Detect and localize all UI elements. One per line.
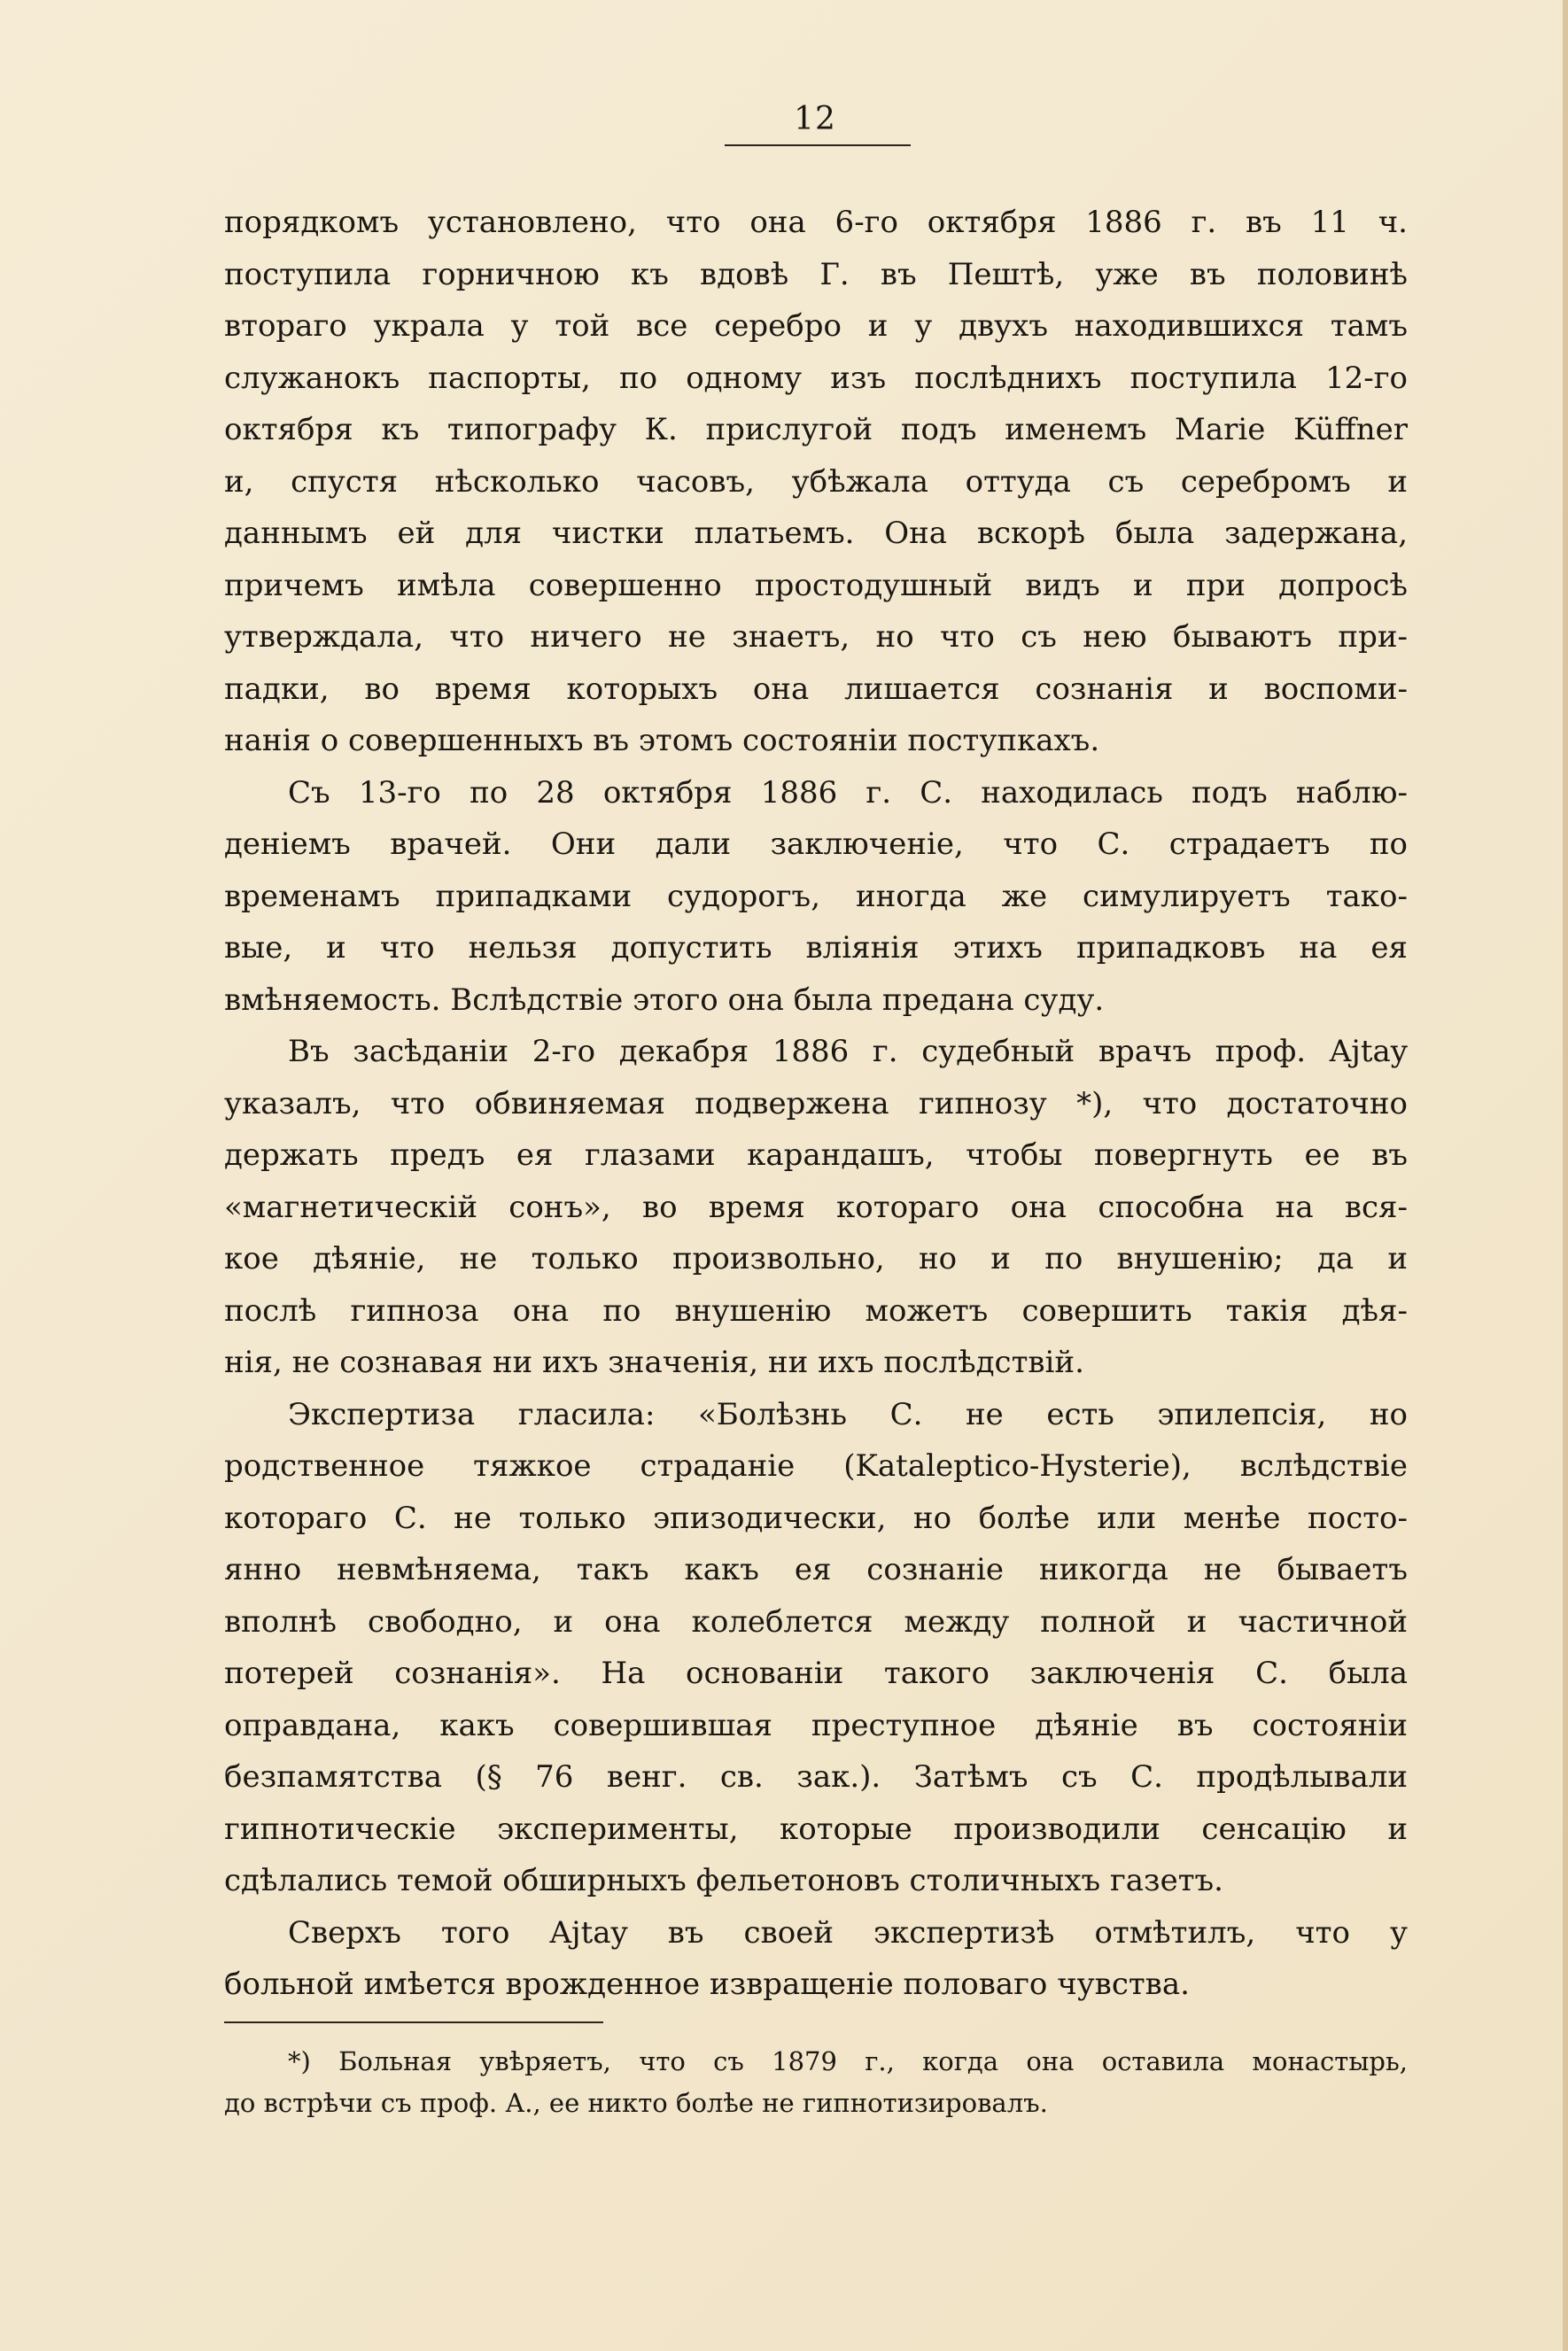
text-line: потерей сознанія». На основаніи такого заключенія С. была: [224, 1656, 1408, 1691]
text-line: падки, во время которыхъ она лишается сознанія и воспоми-: [224, 671, 1408, 707]
footnote-line: до встрѣчи съ проф. А., ее никто болѣе не гипнотизировалъ.: [224, 2088, 1048, 2118]
text-line: послѣ гипноза она по внушенію можетъ совершить такія дѣя-: [224, 1292, 1408, 1329]
text-line: октября къ типографу К. прислугой подъ именемъ Marie Küffner: [224, 412, 1408, 447]
text-line: указалъ, что обвиняемая подвержена гипнозу *), что достаточно: [224, 1085, 1408, 1121]
paragraph-2: [224, 767, 1408, 1027]
footnote: [224, 2041, 1408, 2124]
text-line: поступила горничною къ вдовѣ Г. въ Пештѣ, уже въ половинѣ: [224, 256, 1408, 292]
text-line: причемъ имѣла совершенно простодушный видъ и при допросѣ: [224, 567, 1408, 603]
footnote-rule: [224, 2021, 603, 2023]
text-line: служанокъ паспорты, по одному изъ послѣднихъ поступила 12-го: [224, 360, 1408, 396]
page-number-rule: [725, 144, 911, 146]
text-line: утверждала, что ничего не знаетъ, но что съ нею бываютъ при-: [224, 619, 1408, 655]
text-line: даннымъ ей для чистки платьемъ. Она вскорѣ была задержана,: [224, 516, 1408, 551]
text-line: нія, не сознавая ни ихъ значенія, ни ихъ послѣдствій.: [224, 1345, 1084, 1380]
text-line: «магнетическій сонъ», во время котораго она способна на вся-: [224, 1189, 1408, 1225]
text-line: втораго украла у той все серебро и у двухъ находившихся тамъ: [224, 308, 1408, 344]
paragraph-1: [224, 197, 1408, 767]
text-line: оправдана, какъ совершившая преступное дѣяніе въ состояніи: [224, 1707, 1408, 1743]
text-line: гипнотическіе эксперименты, которые производили сенсацію и: [224, 1811, 1408, 1847]
page-edge: [1563, 0, 1568, 2351]
text-line: вполнѣ свободно, и она колеблется между полной и частичной: [224, 1603, 1408, 1640]
text-line: вые, и что нельзя допустить вліянія этихъ припадковъ на ея: [224, 930, 1408, 966]
text-line: Сверхъ того Ajtay въ своей экспертизѣ отмѣтилъ, что у: [288, 1914, 1408, 1951]
text-line: деніемъ врачей. Они дали заключеніе, что С. страдаетъ по: [224, 826, 1408, 862]
text-line: Экспертиза гласила: «Болѣзнь С. не есть эпилепсія, но: [288, 1396, 1408, 1432]
text-line: Въ засѣданіи 2-го декабря 1886 г. судебный врачъ проф. Ajtay: [288, 1034, 1408, 1069]
text-line: родственное тяжкое страданіе (Katalepticо-Hysterie), вслѣдствіе: [224, 1448, 1408, 1484]
footnote-line: *) Больная увѣряетъ, что съ 1879 г., когда она оставила монастырь,: [288, 2046, 1408, 2076]
text-line: и, спустя нѣсколько часовъ, убѣжала оттуда съ серебромъ и: [224, 463, 1408, 500]
text-line: кое дѣяніе, не только произвольно, но и по внушенію; да и: [224, 1241, 1408, 1276]
text-line: котораго С. не только эпизодически, но болѣе или менѣе посто-: [224, 1500, 1408, 1536]
text-line: безпамятства (§ 76 венг. св. зак.). Затѣмъ съ С. продѣлывали: [224, 1759, 1408, 1795]
text-line: янно невмѣняема, такъ какъ ея сознаніе никогда не бываетъ: [224, 1552, 1408, 1587]
text-line: больной имѣется врожденное извращеніе половаго чувства.: [224, 1967, 1190, 2002]
text-line: нанія о совершенныхъ въ этомъ состояніи поступкахъ.: [224, 723, 1100, 758]
text-line: держать предъ ея глазами карандашъ, чтобы повергнуть ее въ: [224, 1137, 1408, 1173]
paragraph-3: [224, 1026, 1408, 1389]
text-line: порядкомъ установлено, что она 6-го октября 1886 г. въ 11 ч.: [224, 205, 1408, 240]
text-line: сдѣлались темой обширныхъ фельетоновъ столичныхъ газетъ.: [224, 1863, 1223, 1898]
page-number: 12: [794, 101, 836, 137]
paragraph-5: [224, 1907, 1408, 2011]
text-line: Съ 13-го по 28 октября 1886 г. С. находилась подъ наблю-: [288, 774, 1408, 811]
text-line: временамъ припадками судорогъ, иногда же симулируетъ тако-: [224, 878, 1408, 914]
text-line: вмѣняемость. Вслѣдствіе этого она была предана суду.: [224, 982, 1105, 1018]
paragraph-4: [224, 1389, 1408, 1907]
main-text: [224, 197, 1408, 2011]
